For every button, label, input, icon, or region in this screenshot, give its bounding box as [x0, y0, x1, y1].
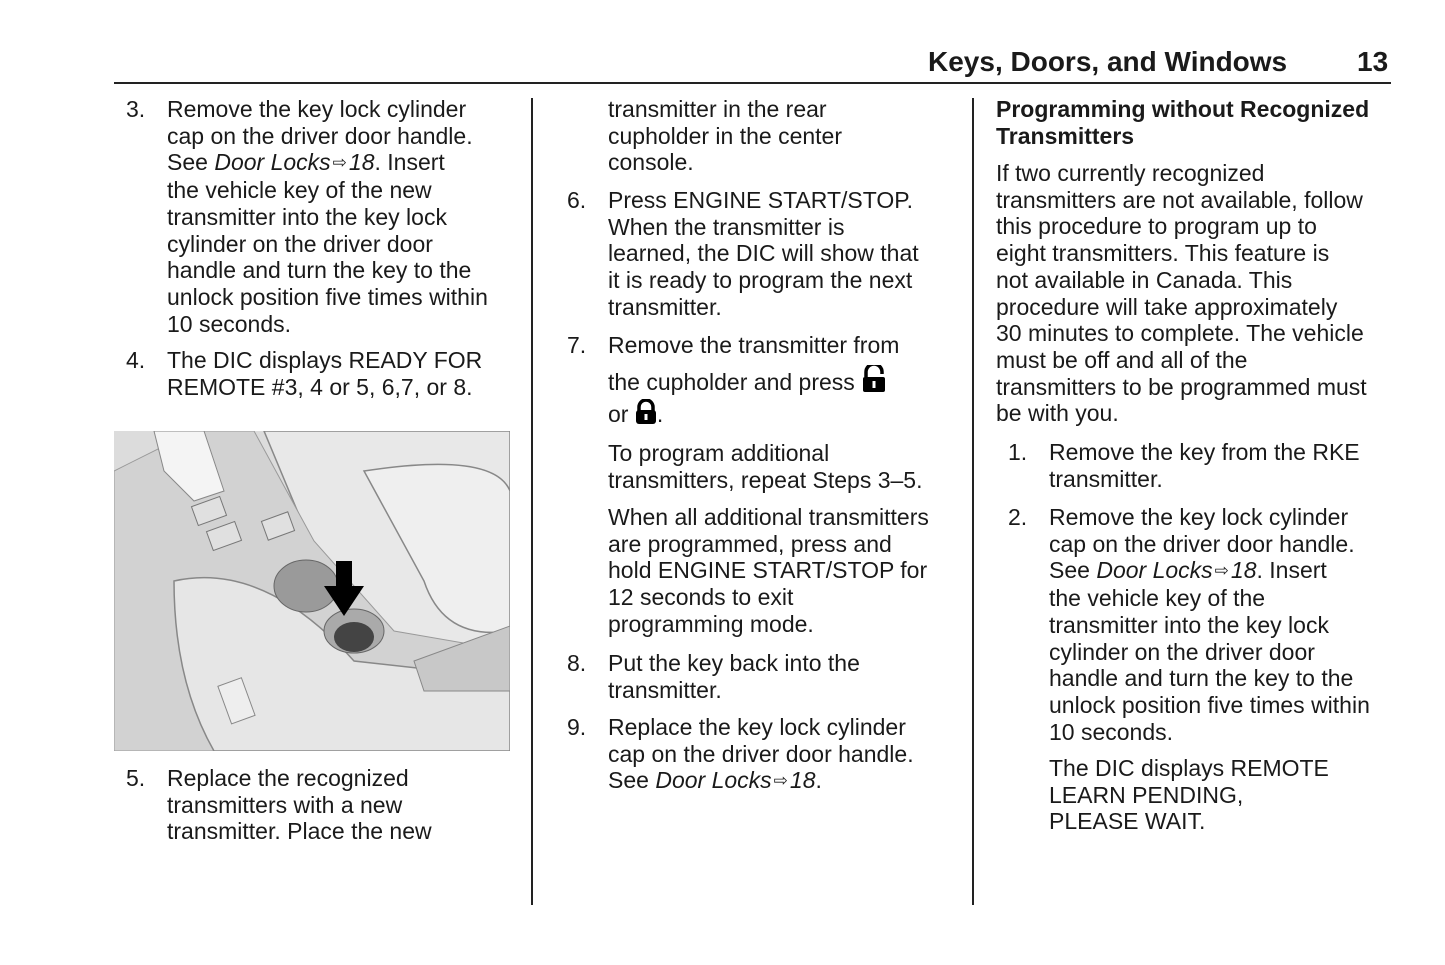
- step-3-text: [167, 96, 488, 337]
- text: the cupholder and press: [608, 369, 855, 395]
- step-5-text: Replace the recognized transmitters with a new transmitter. Place the new: [167, 765, 432, 845]
- step-number: 9.: [567, 714, 587, 740]
- lock-icon: [635, 399, 657, 425]
- right-arrow-outline-icon: ⇨: [332, 153, 347, 173]
- step-number: 1.: [1008, 439, 1028, 465]
- cross-reference-link[interactable]: Door Locks: [655, 767, 772, 794]
- step-9-text: [608, 714, 914, 795]
- cross-reference-link[interactable]: Door Locks: [1096, 557, 1213, 584]
- step-number: 5.: [126, 765, 146, 791]
- text: . Insert the vehicle key of the new transmitter into the key lock cylinder on the driver door handle and turn the key to the unlock position five times within 10 seconds.: [167, 149, 488, 337]
- step-2-text: [1049, 504, 1370, 745]
- step-6-text: Press ENGINE START/STOP. When the transmitter is learned, the DIC will show that it is ready to program the next transmitter.: [608, 187, 919, 320]
- cupholder-illustration: [114, 431, 510, 751]
- paragraph: When all additional transmitters are programmed, press and hold ENGINE START/STOP for 12 seconds to exit programming mode.: [608, 504, 929, 637]
- step-8-text: Put the key back into the transmitter.: [608, 650, 860, 703]
- column-divider: [531, 98, 533, 905]
- paragraph: To program additional transmitters, repeat Steps 3–5.: [608, 440, 923, 493]
- text: . Insert the vehicle key of the transmitter into the key lock cylinder on the driver door handle and turn the key to the unlock position five times within 10 seconds.: [1049, 557, 1370, 745]
- step-1-text: Remove the key from the RKE transmitter.: [1049, 439, 1360, 492]
- text: Remove the key lock cylinder cap on the driver door handle. See: [1049, 504, 1355, 584]
- step-7-line: [608, 399, 663, 428]
- header-rule: [114, 82, 1391, 84]
- text: Remove the key lock cylinder cap on the driver door handle. See: [167, 96, 473, 176]
- page-number: 13: [1357, 46, 1389, 77]
- right-arrow-outline-icon: ⇨: [773, 771, 788, 791]
- page-reference[interactable]: 18: [348, 149, 375, 176]
- step-7-line: [608, 365, 887, 396]
- step-number: 3.: [126, 96, 146, 122]
- paragraph: If two currently recognized transmitters are not available, follow this procedure to program up to eight transmitters. This feature is not available in Canada. This procedure will take approximately 30 minutes to complete. The vehicle must be off and all of the transmitters to be programmed must be with you.: [996, 160, 1367, 427]
- step-number: 2.: [1008, 504, 1028, 530]
- step-7-line: Remove the transmitter from: [608, 332, 900, 358]
- section-heading: Programming without Recognized Transmitters: [996, 96, 1370, 149]
- page-reference[interactable]: 18: [1230, 557, 1257, 584]
- column-divider: [972, 98, 974, 905]
- text: or: [608, 401, 629, 427]
- text: .: [815, 767, 822, 794]
- text: .: [656, 401, 664, 427]
- paragraph: The DIC displays REMOTE LEARN PENDING, PLEASE WAIT.: [1049, 755, 1329, 835]
- step-5-continued: transmitter in the rear cupholder in the center console.: [608, 96, 842, 176]
- text: Replace the key lock cylinder cap on the driver door handle. See: [608, 714, 914, 794]
- step-number: 7.: [567, 332, 587, 358]
- unlock-icon: [861, 365, 887, 393]
- right-arrow-outline-icon: ⇨: [1214, 561, 1229, 581]
- step-number: 8.: [567, 650, 587, 676]
- step-number: 4.: [126, 347, 146, 373]
- section-title: Keys, Doors, and Windows: [928, 46, 1288, 77]
- cross-reference-link[interactable]: Door Locks: [214, 149, 331, 176]
- step-4-text: The DIC displays READY FOR REMOTE #3, 4 or 5, 6,7, or 8.: [167, 347, 483, 400]
- page-reference[interactable]: 18: [789, 767, 816, 794]
- step-number: 6.: [567, 187, 587, 213]
